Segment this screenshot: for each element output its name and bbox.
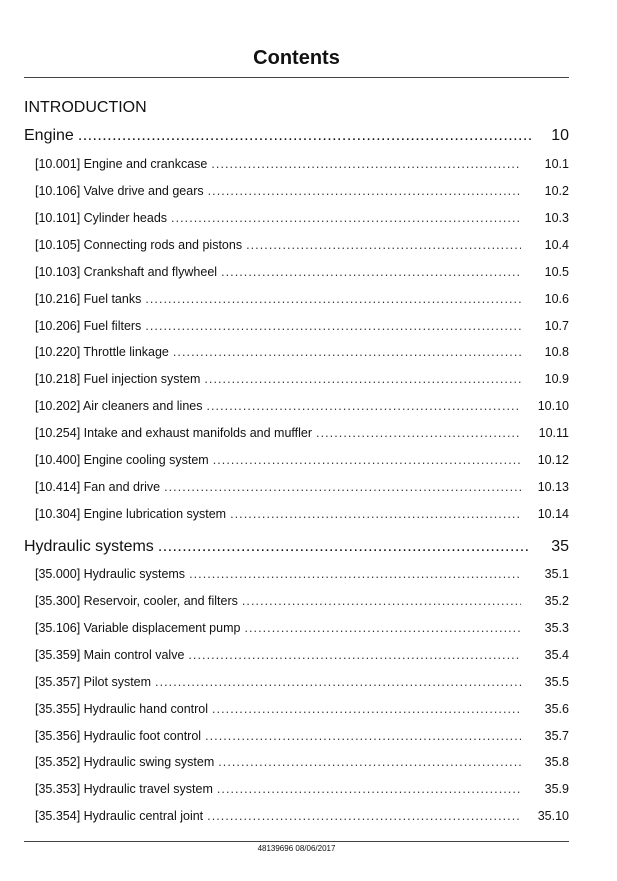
toc-entry[interactable] — [35, 157, 569, 173]
toc-entry-page: 10.2 — [544, 183, 569, 198]
dot-leader — [213, 453, 521, 467]
toc-entry-page: 35.9 — [544, 782, 569, 797]
toc-chapter[interactable] — [24, 538, 569, 558]
dot-leader — [208, 184, 521, 198]
toc-entry-title: [10.220] Throttle linkage — [35, 345, 169, 360]
toc-entry-page: 10.10 — [537, 399, 569, 414]
toc-entry[interactable] — [35, 675, 569, 691]
toc-entry-title: [10.414] Fan and drive — [35, 480, 161, 495]
toc-entry[interactable] — [35, 265, 569, 281]
toc-entry-page: 35.1 — [544, 567, 569, 581]
toc-entry-page: 10.8 — [544, 345, 569, 360]
toc-entry-title: [35.300] Reservoir, cooler, and filters — [35, 593, 238, 608]
dot-leader — [205, 729, 521, 743]
toc-entry-title: [35.356] Hydraulic foot control — [35, 728, 202, 743]
toc-entry-title: [10.216] Fuel tanks — [35, 291, 142, 306]
toc-entry-title: [10.106] Valve drive and gears — [35, 183, 204, 198]
toc-entry-title: [10.202] Air cleaners and lines — [35, 399, 203, 414]
toc-entry-page: 35.10 — [537, 809, 569, 824]
toc-entry-title: [35.353] Hydraulic travel system — [35, 782, 213, 797]
toc-entry-page: 10.4 — [544, 237, 569, 252]
toc-entry-title: [35.357] Pilot system — [35, 674, 152, 689]
dot-leader — [206, 399, 521, 413]
title-divider — [24, 77, 569, 78]
toc-entry[interactable] — [35, 238, 569, 254]
toc-entry[interactable] — [35, 319, 569, 335]
toc-entry[interactable] — [35, 648, 569, 664]
dot-leader — [189, 567, 521, 581]
toc-entry[interactable] — [35, 809, 569, 825]
dot-leader — [221, 265, 521, 279]
toc-entry-page: 35.8 — [544, 755, 569, 770]
toc-entry-page: 35.5 — [544, 674, 569, 689]
toc-entry[interactable] — [35, 345, 569, 361]
toc-entry[interactable] — [35, 729, 569, 745]
toc-entry[interactable] — [35, 594, 569, 610]
toc-entry-page: 10.9 — [544, 372, 569, 387]
toc-entry-page: 10.7 — [544, 318, 569, 333]
dot-leader — [204, 372, 521, 386]
dot-leader — [230, 507, 521, 521]
toc-entry-title: [35.106] Variable displacement pump — [35, 620, 241, 635]
toc-entry-page: 10.11 — [538, 426, 569, 441]
toc-entry-title: [10.400] Engine cooling system — [35, 453, 209, 468]
dot-leader — [218, 755, 521, 769]
toc-entry-title: [35.000] Hydraulic systems — [35, 567, 186, 581]
toc-entry-title: [35.354] Hydraulic central joint — [35, 809, 204, 824]
dot-leader — [246, 238, 521, 252]
toc-entry[interactable] — [35, 567, 569, 583]
toc-entry[interactable] — [35, 453, 569, 469]
document-footer: 48139696 08/06/2017 — [257, 844, 336, 853]
toc-entry[interactable] — [35, 426, 569, 442]
toc-chapter-title: Hydraulic systems — [24, 538, 154, 555]
toc-entry-title: [10.254] Intake and exhaust manifolds and muffler — [35, 426, 313, 441]
toc-entry[interactable] — [35, 755, 569, 771]
toc-chapter-page: 10 — [551, 127, 569, 144]
footer-divider — [24, 841, 569, 842]
toc-entry-title: [10.218] Fuel injection system — [35, 372, 201, 387]
page-title: Contents — [253, 47, 340, 69]
toc-chapter[interactable] — [24, 127, 569, 147]
toc-entry-page: 35.7 — [544, 728, 569, 743]
dot-leader — [211, 157, 521, 171]
toc-entry-title: [35.355] Hydraulic hand control — [35, 701, 209, 716]
toc-entry-page: 10.3 — [544, 210, 569, 225]
toc-entry-title: [10.001] Engine and crankcase — [35, 157, 208, 171]
toc-entry-title: [35.359] Main control valve — [35, 647, 185, 662]
section-heading: INTRODUCTION — [24, 99, 147, 116]
dot-leader — [158, 538, 531, 556]
dot-leader — [212, 702, 521, 716]
toc-chapter-title: Engine — [24, 127, 74, 144]
dot-leader — [217, 782, 521, 796]
toc-entry[interactable] — [35, 399, 569, 415]
dot-leader — [145, 292, 521, 306]
dot-leader — [173, 345, 521, 359]
toc-entry-title: [10.101] Cylinder heads — [35, 210, 168, 225]
dot-leader — [171, 211, 521, 225]
toc-entry-page: 35.6 — [544, 701, 569, 716]
toc-entry[interactable] — [35, 621, 569, 637]
dot-leader — [316, 426, 521, 440]
toc-entry[interactable] — [35, 372, 569, 388]
dot-leader — [242, 594, 521, 608]
toc-entry[interactable] — [35, 507, 569, 523]
toc-entry-page: 35.3 — [544, 620, 569, 635]
toc-chapter-page: 35 — [551, 538, 569, 555]
toc-entry-page: 10.12 — [537, 453, 569, 468]
dot-leader — [155, 675, 521, 689]
toc-entry[interactable] — [35, 211, 569, 227]
toc-entry-page: 10.13 — [537, 480, 569, 495]
dot-leader — [164, 480, 521, 494]
dot-leader — [145, 319, 521, 333]
toc-entry-page: 10.1 — [544, 157, 569, 171]
toc-entry[interactable] — [35, 292, 569, 308]
toc-entry-page: 10.6 — [544, 291, 569, 306]
toc-entry[interactable] — [35, 782, 569, 798]
toc-entry-page: 35.2 — [544, 593, 569, 608]
toc-entry-page: 10.5 — [544, 264, 569, 279]
dot-leader — [78, 127, 531, 145]
toc-entry[interactable] — [35, 480, 569, 496]
dot-leader — [188, 648, 521, 662]
toc-entry-title: [10.304] Engine lubrication system — [35, 506, 227, 521]
toc-entry-page: 10.14 — [537, 506, 569, 521]
dot-leader — [244, 621, 521, 635]
toc-entry-title: [10.105] Connecting rods and pistons — [35, 237, 243, 252]
toc-entry-page: 35.4 — [544, 647, 569, 662]
toc-entry[interactable] — [35, 702, 569, 718]
toc-entry-title: [35.352] Hydraulic swing system — [35, 755, 215, 770]
toc-entry-title: [10.103] Crankshaft and flywheel — [35, 264, 218, 279]
dot-leader — [207, 809, 521, 823]
toc-entry[interactable] — [35, 184, 569, 200]
toc-entry-title: [10.206] Fuel filters — [35, 318, 142, 333]
